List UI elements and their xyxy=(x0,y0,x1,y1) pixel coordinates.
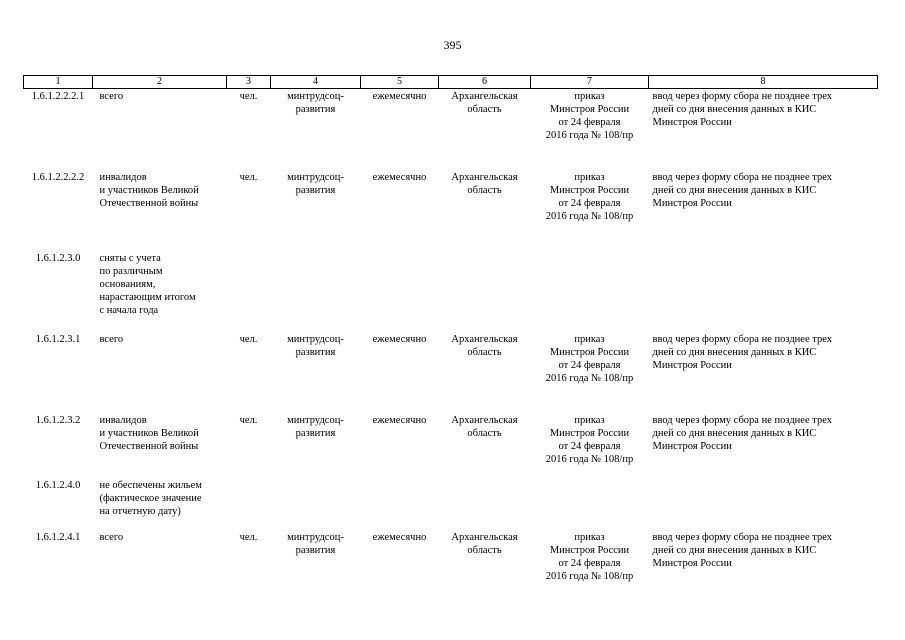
column-header: 4 xyxy=(271,76,361,89)
indicator-name-cell xyxy=(93,251,227,332)
territory-line: Архангельская xyxy=(451,414,518,426)
indicator-name-line: всего xyxy=(99,531,124,543)
responsible-department-cell xyxy=(271,251,361,332)
collection-method-cell xyxy=(649,251,878,332)
column-header: 2 xyxy=(93,76,227,89)
indicator-code-cell xyxy=(24,170,93,251)
unit-of-measure-cell xyxy=(227,478,271,530)
territory-cell xyxy=(439,251,531,332)
collection-method-cell xyxy=(649,170,878,251)
unit-of-measure-cell xyxy=(227,332,271,413)
collection-method-line: ввод через форму сбора не позднее трех xyxy=(652,91,832,102)
indicator-name-line: всего xyxy=(99,333,124,345)
unit-of-measure: чел. xyxy=(239,414,258,426)
legal-basis-line: приказ xyxy=(574,171,605,183)
territory-cell xyxy=(439,332,531,413)
indicator-code: 1.6.1.2.3.0 xyxy=(35,252,81,264)
legal-basis-cell xyxy=(531,251,649,332)
table-row xyxy=(24,478,878,530)
unit-of-measure: чел. xyxy=(239,171,258,183)
legal-basis-line: Минстроя России xyxy=(549,544,630,556)
responsible-department-line: минтрудсоц- xyxy=(287,531,344,543)
legal-basis-cell xyxy=(531,413,649,478)
table-row xyxy=(24,89,878,170)
territory-line: Архангельская xyxy=(451,91,518,102)
indicator-name-line: всего xyxy=(99,91,124,102)
unit-of-measure-cell xyxy=(227,89,271,170)
periodicity-cell xyxy=(361,89,439,170)
column-header: 5 xyxy=(361,76,439,89)
indicator-table xyxy=(23,75,878,600)
collection-method-line: Минстроя России xyxy=(652,440,732,452)
territory-line: область xyxy=(467,544,502,556)
responsible-department-line: минтрудсоц- xyxy=(287,333,344,345)
indicator-code-cell xyxy=(24,478,93,530)
indicator-name-line: (фактическое значение xyxy=(99,492,202,504)
legal-basis-line: приказ xyxy=(574,91,605,102)
table-row xyxy=(24,530,878,600)
indicator-code: 1.6.1.2.2.2.1 xyxy=(31,91,85,102)
collection-method-cell xyxy=(649,478,878,530)
legal-basis-line: Минстроя России xyxy=(549,427,630,439)
unit-of-measure-cell xyxy=(227,251,271,332)
legal-basis-line: от 24 февраля xyxy=(558,117,621,128)
legal-basis-line: Минстроя России xyxy=(549,104,630,115)
responsible-department-cell xyxy=(271,413,361,478)
collection-method-cell xyxy=(649,413,878,478)
periodicity-cell xyxy=(361,478,439,530)
indicator-name-line: инвалидов xyxy=(99,171,147,183)
legal-basis-line: приказ xyxy=(574,414,605,426)
table-row xyxy=(24,332,878,413)
territory-line: Архангельская xyxy=(451,333,518,345)
indicator-name-line: на отчетную дату) xyxy=(99,505,181,517)
collection-method-line: ввод через форму сбора не позднее трех xyxy=(652,531,832,543)
indicator-name-line: Отечественной войны xyxy=(99,197,199,209)
unit-of-measure: чел. xyxy=(239,531,258,543)
unit-of-measure: чел. xyxy=(239,91,258,102)
responsible-department-cell xyxy=(271,530,361,600)
unit-of-measure-cell xyxy=(227,170,271,251)
legal-basis-line: Минстроя России xyxy=(549,184,630,196)
responsible-department-cell xyxy=(271,332,361,413)
indicator-name-line: сняты с учета xyxy=(99,252,161,264)
collection-method-line: дней со дня внесения данных в КИС xyxy=(652,104,817,115)
indicator-name-line: и участников Великой xyxy=(99,427,199,439)
collection-method-line: дней со дня внесения данных в КИС xyxy=(652,544,817,556)
legal-basis-line: от 24 февраля xyxy=(558,557,621,569)
column-number-header-row xyxy=(24,76,878,89)
table-row xyxy=(24,251,878,332)
responsible-department-cell xyxy=(271,89,361,170)
indicator-name-cell xyxy=(93,170,227,251)
indicator-name-cell xyxy=(93,332,227,413)
periodicity: ежемесячно xyxy=(372,91,427,102)
responsible-department-line: минтрудсоц- xyxy=(287,91,344,102)
territory-line: область xyxy=(467,427,502,439)
indicator-code: 1.6.1.2.4.0 xyxy=(35,479,81,491)
legal-basis-cell xyxy=(531,530,649,600)
legal-basis-line: 2016 года № 108/пр xyxy=(545,210,634,222)
periodicity-cell xyxy=(361,332,439,413)
indicator-name-line: и участников Великой xyxy=(99,184,199,196)
collection-method-line: ввод через форму сбора не позднее трех xyxy=(652,333,832,345)
periodicity-cell xyxy=(361,170,439,251)
indicator-code: 1.6.1.2.3.2 xyxy=(35,414,81,426)
territory-line: Архангельская xyxy=(451,531,518,543)
legal-basis-line: приказ xyxy=(574,531,605,543)
indicator-code: 1.6.1.2.4.1 xyxy=(35,531,81,543)
unit-of-measure: чел. xyxy=(239,333,258,345)
collection-method-cell xyxy=(649,530,878,600)
collection-method-line: дней со дня внесения данных в КИС xyxy=(652,184,817,196)
territory-cell xyxy=(439,478,531,530)
column-header: 8 xyxy=(649,76,878,89)
indicator-code: 1.6.1.2.2.2.2 xyxy=(31,171,85,183)
territory-cell xyxy=(439,530,531,600)
indicator-code: 1.6.1.2.3.1 xyxy=(35,333,81,345)
territory-line: область xyxy=(467,184,502,196)
indicator-name-line: по различным xyxy=(99,265,163,277)
territory-cell xyxy=(439,413,531,478)
unit-of-measure-cell xyxy=(227,413,271,478)
legal-basis-cell xyxy=(531,89,649,170)
legal-basis-cell xyxy=(531,170,649,251)
collection-method-line: ввод через форму сбора не позднее трех xyxy=(652,414,832,426)
legal-basis-line: приказ xyxy=(574,333,605,345)
legal-basis-line: от 24 февраля xyxy=(558,440,621,452)
legal-basis-line: от 24 февраля xyxy=(558,197,621,209)
territory-line: область xyxy=(467,104,502,115)
legal-basis-cell xyxy=(531,478,649,530)
column-header: 1 xyxy=(24,76,93,89)
periodicity-cell xyxy=(361,251,439,332)
periodicity: ежемесячно xyxy=(372,171,427,183)
indicator-name-line: Отечественной войны xyxy=(99,440,199,452)
periodicity: ежемесячно xyxy=(372,333,427,345)
legal-basis-line: Минстроя России xyxy=(549,346,630,358)
legal-basis-cell xyxy=(531,332,649,413)
legal-basis-line: 2016 года № 108/пр xyxy=(545,453,634,465)
indicator-name-cell xyxy=(93,478,227,530)
legal-basis-line: от 24 февраля xyxy=(558,359,621,371)
periodicity: ежемесячно xyxy=(372,414,427,426)
responsible-department-line: минтрудсоц- xyxy=(287,171,344,183)
indicator-name-line: не обеспечены жильем xyxy=(99,479,202,491)
territory-cell xyxy=(439,89,531,170)
legal-basis-line: 2016 года № 108/пр xyxy=(545,130,634,141)
periodicity-cell xyxy=(361,530,439,600)
indicator-code-cell xyxy=(24,413,93,478)
indicator-name-cell xyxy=(93,89,227,170)
collection-method-line: Минстроя России xyxy=(652,557,732,569)
indicator-code-cell xyxy=(24,89,93,170)
legal-basis-line: 2016 года № 108/пр xyxy=(545,570,634,582)
collection-method-line: ввод через форму сбора не позднее трех xyxy=(652,171,832,183)
collection-method-line: Минстроя России xyxy=(652,197,732,209)
responsible-department-line: развития xyxy=(295,346,336,358)
legal-basis-line: 2016 года № 108/пр xyxy=(545,372,634,384)
table-row xyxy=(24,413,878,478)
responsible-department-line: развития xyxy=(295,184,336,196)
unit-of-measure-cell xyxy=(227,530,271,600)
territory-cell xyxy=(439,170,531,251)
column-header: 6 xyxy=(439,76,531,89)
column-header: 7 xyxy=(531,76,649,89)
page-number: 395 xyxy=(443,38,462,52)
column-header: 3 xyxy=(227,76,271,89)
indicator-name-line: инвалидов xyxy=(99,414,147,426)
indicator-name-line: основаниям, xyxy=(99,278,156,290)
table-row xyxy=(24,170,878,251)
indicator-name-line: нарастающим итогом xyxy=(99,291,196,303)
collection-method-cell xyxy=(649,89,878,170)
responsible-department-cell xyxy=(271,170,361,251)
periodicity-cell xyxy=(361,413,439,478)
collection-method-line: Минстроя России xyxy=(652,117,732,128)
collection-method-cell xyxy=(649,332,878,413)
responsible-department-line: развития xyxy=(295,104,336,115)
territory-line: область xyxy=(467,346,502,358)
indicator-code-cell xyxy=(24,251,93,332)
territory-line: Архангельская xyxy=(451,171,518,183)
indicator-name-cell xyxy=(93,530,227,600)
indicator-name-cell xyxy=(93,413,227,478)
indicator-code-cell xyxy=(24,530,93,600)
periodicity: ежемесячно xyxy=(372,531,427,543)
collection-method-line: дней со дня внесения данных в КИС xyxy=(652,346,817,358)
collection-method-line: Минстроя России xyxy=(652,359,732,371)
collection-method-line: дней со дня внесения данных в КИС xyxy=(652,427,817,439)
responsible-department-line: минтрудсоц- xyxy=(287,414,344,426)
indicator-code-cell xyxy=(24,332,93,413)
responsible-department-cell xyxy=(271,478,361,530)
responsible-department-line: развития xyxy=(295,427,336,439)
responsible-department-line: развития xyxy=(295,544,336,556)
indicator-name-line: с начала года xyxy=(99,304,159,316)
